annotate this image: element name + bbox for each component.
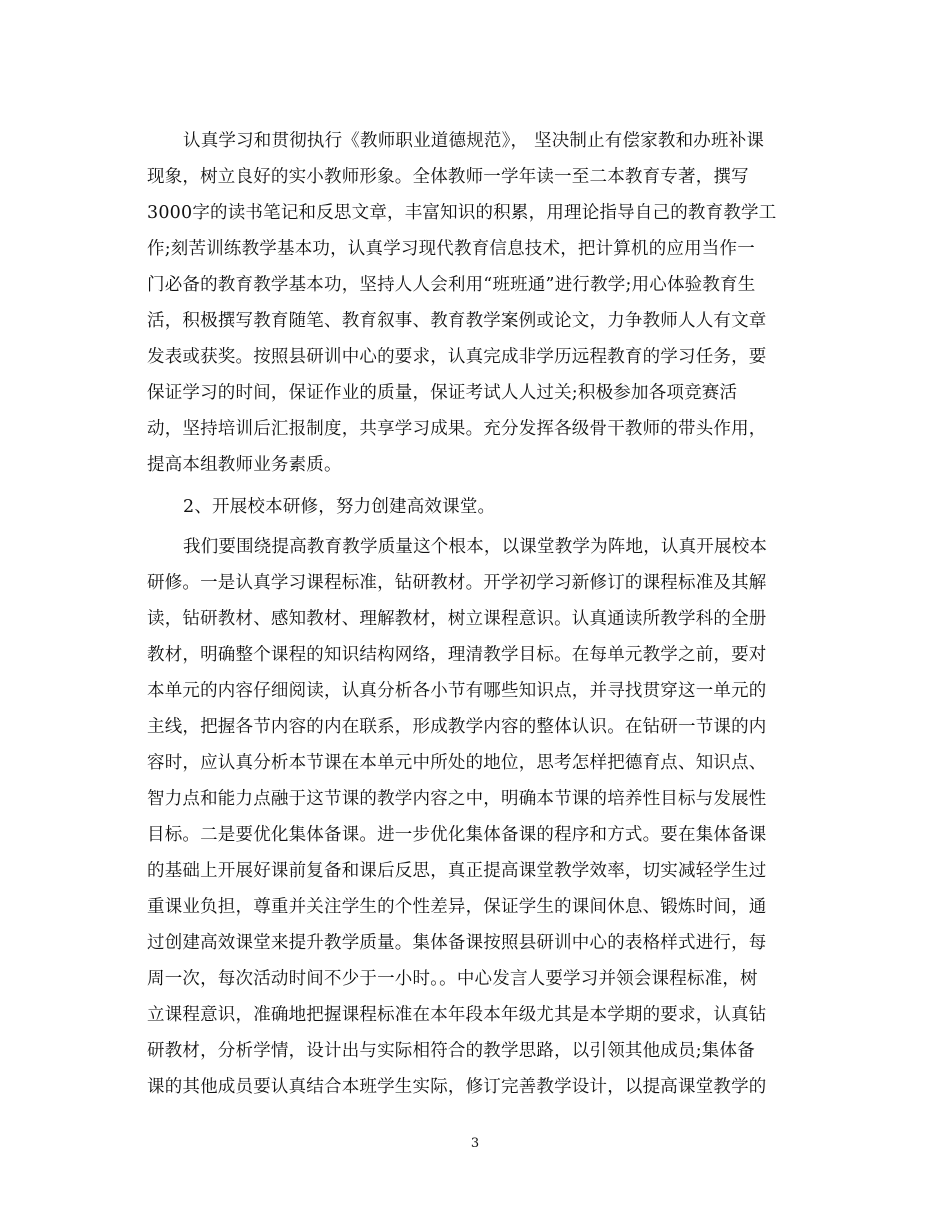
paragraph-1-line-3: 3000字的读书笔记和反思文章，丰富知识的积累，用理论指导自己的教育教学工 <box>147 203 777 223</box>
paragraph-2-line-15: 研教材，分析学情，设计出与实际相符合的教学思路，以引领其他成员;集体备 <box>147 1041 755 1061</box>
paragraph-2-line-9: 目标。二是要优化集体备课。进一步优化集体备课的程序和方式。要在集体备课 <box>147 825 767 845</box>
paragraph-2-line-1: 我们要围绕提高教育教学质量这个根本，以课堂教学为阵地，认真开展校本 <box>183 537 768 557</box>
paragraph-1-line-6: 活，积极撰写教育随笔、教育叙事、教育教学案例或论文，力争教师人人有文章 <box>147 311 767 331</box>
paragraph-2-line-4: 教材，明确整个课程的知识结构网络，理清教学目标。在每单元教学之前，要对 <box>147 645 767 665</box>
paragraph-1-line-8: 保证学习的时间，保证作业的质量，保证考试人人过关;积极参加各项竞赛活 <box>147 383 738 403</box>
paragraph-2-line-11: 重课业负担，尊重并关注学生的个性差异，保证学生的课间休息、锻炼时间，通 <box>147 897 767 917</box>
paragraph-2-line-3: 读，钻研教材、感知教材、理解教材，树立课程意识。认真通读所教学科的全册 <box>147 609 767 629</box>
paragraph-1-line-7: 发表或获奖。按照县研训中心的要求，认真完成非学历远程教育的学习任务，要 <box>147 347 767 367</box>
paragraph-2-line-16: 课的其他成员要认真结合本班学生实际，修订完善教学设计，以提高课堂教学的 <box>147 1077 767 1097</box>
section-heading: 2、开展校本研修，努力创建高效课堂。 <box>183 497 496 517</box>
paragraph-2-line-5: 本单元的内容仔细阅读，认真分析各小节有哪些知识点，并寻找贯穿这一单元的 <box>147 681 767 701</box>
paragraph-2-line-13: 周一次，每次活动时间不少于一小时。。中心发言人要学习并领会课程标准，树 <box>147 969 758 989</box>
paragraph-1-line-4: 作;刻苦训练教学基本功，认真学习现代教育信息技术，把计算机的应用当作一 <box>147 239 755 259</box>
paragraph-2-line-8: 智力点和能力点融于这节课的教学内容之中，明确本节课的培养性目标与发展性 <box>147 789 767 809</box>
paragraph-1-line-5: 门必备的教育教学基本功，坚持人人会利用“班班通”进行教学;用心体验教育生 <box>147 275 756 295</box>
page-number: 3 <box>470 1136 480 1151</box>
paragraph-1-line-10: 提高本组教师业务素质。 <box>147 455 342 475</box>
paragraph-2-line-2: 研修。一是认真学习课程标准，钻研教材。开学初学习新修订的课程标准及其解 <box>147 573 767 593</box>
paragraph-2-line-7: 容时，应认真分析本节课在本单元中所处的地位，思考怎样把德育点、知识点、 <box>147 753 767 773</box>
paragraph-2-line-6: 主线，把握各节内容的内在联系，形成教学内容的整体认识。在钻研一节课的内 <box>147 717 767 737</box>
paragraph-2-line-12: 过创建高效课堂来提升教学质量。集体备课按照县研训中心的表格样式进行，每 <box>147 933 767 953</box>
paragraph-1-line-1: 认真学习和贯彻执行《教师职业道德规范》， 坚决制止有偿家教和办班补课 <box>183 131 765 151</box>
paragraph-2-line-14: 立课程意识，准确地把握课程标准在本年段本年级尤其是本学期的要求，认真钻 <box>147 1005 767 1025</box>
paragraph-1-line-9: 动，坚持培训后汇报制度，共享学习成果。充分发挥各级骨干教师的带头作用， <box>147 419 767 439</box>
paragraph-2-line-10: 的基础上开展好课前复备和课后反思，真正提高课堂教学效率，切实减轻学生过 <box>147 861 767 881</box>
paragraph-1-line-2: 现象，树立良好的实小教师形象。全体教师一学年读一至二本教育专著，撰写 <box>147 167 749 187</box>
